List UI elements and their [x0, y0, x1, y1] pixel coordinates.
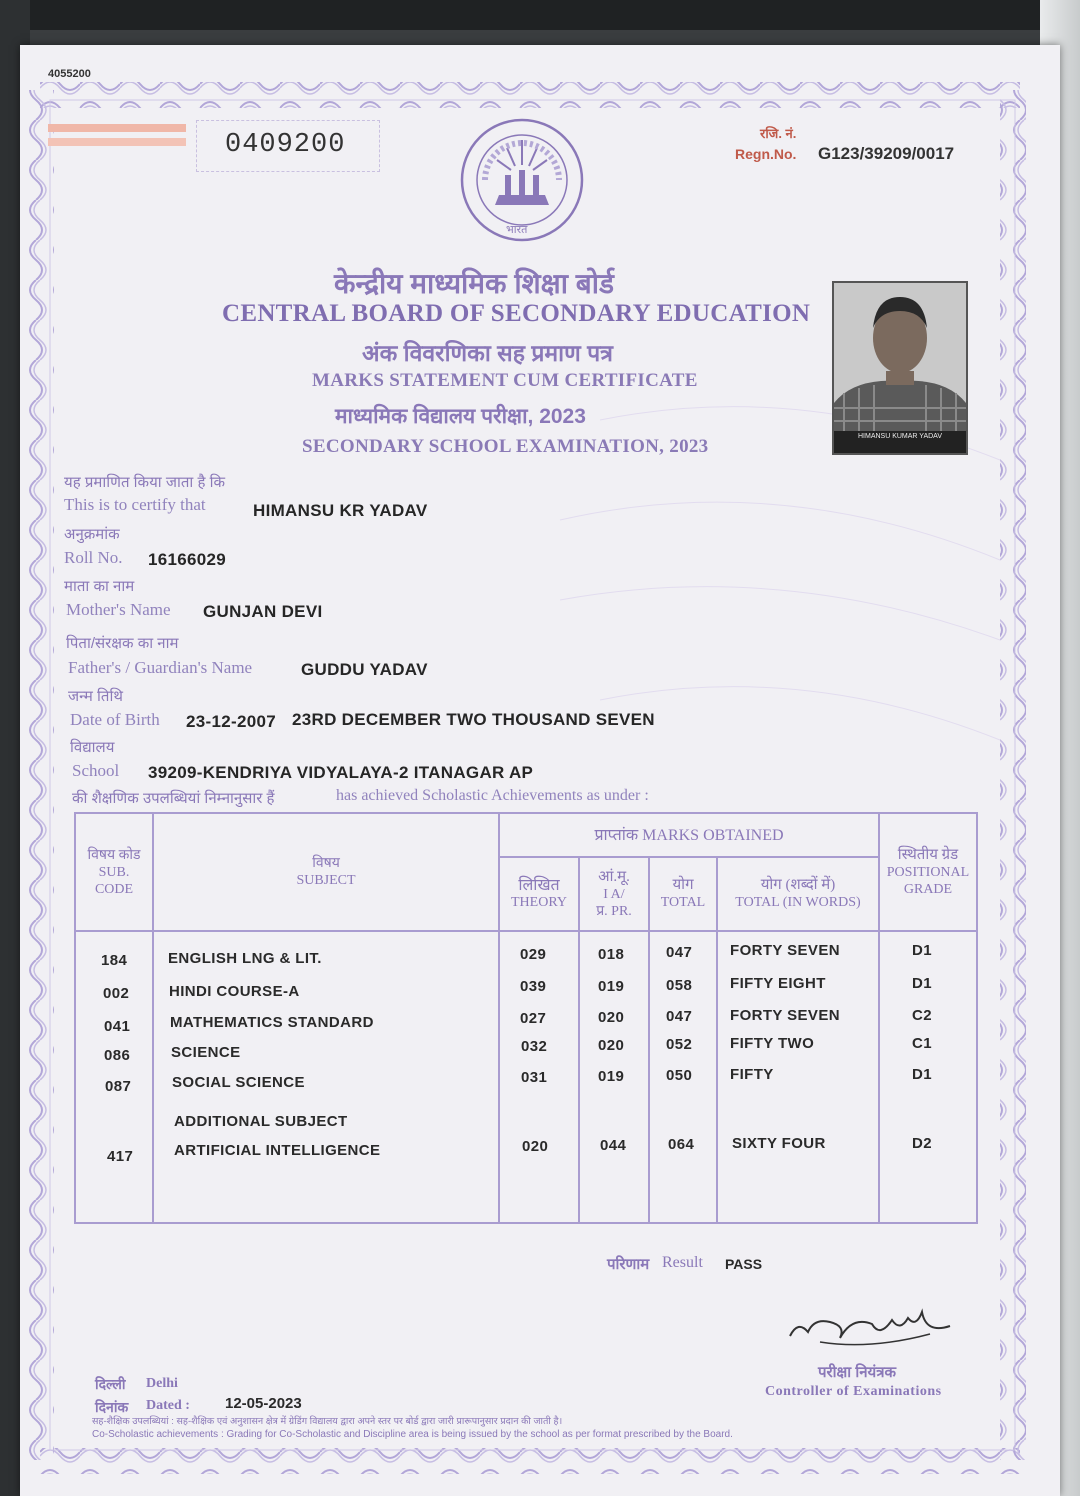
co-scholastic-note-hindi: सह-शैक्षिक उपलब्धियां : सह-शैक्षिक एवं अनुशासन क्षेत्र में ग्रेडिंग विद्यालय द्वारा अपने स्तर पर बोर्ड द्वारा जारी प्रारूपानुसार प्रदान की जाती है। — [92, 1416, 563, 1427]
total-english: TOTAL — [660, 895, 706, 910]
row-grade: C1 — [912, 1035, 932, 1052]
row-total: 058 — [666, 977, 693, 994]
row-words: SIXTY FOUR — [732, 1135, 826, 1152]
row-grade: C2 — [912, 1007, 932, 1024]
header-total-words — [717, 857, 879, 931]
achievements-label: has achieved Scholastic Achievements as under : — [336, 787, 649, 804]
school-label-hindi: विद्यालय — [70, 739, 115, 756]
row-subject: MATHEMATICS STANDARD — [170, 1014, 374, 1031]
board-title-hindi: केन्द्रीय माध्यमिक शिक्षा बोर्ड — [334, 268, 614, 299]
certify-label-hindi: यह प्रमाणित किया जाता है कि — [64, 474, 225, 491]
row-theory: 031 — [521, 1069, 548, 1086]
school-name: 39209-KENDRIYA VIDYALAYA-2 ITANAGAR AP — [148, 763, 534, 782]
date-label-hindi: दिनांक — [95, 1399, 129, 1415]
header-subject — [153, 813, 499, 931]
words-hindi: योग (शब्दों में) — [760, 877, 836, 893]
student-name: HIMANSU KR YADAV — [253, 501, 428, 520]
col-code — [75, 931, 153, 1223]
place-hindi: दिल्ली — [95, 1376, 126, 1392]
words-english: TOTAL (IN WORDS) — [735, 895, 861, 910]
row-total: 050 — [666, 1067, 693, 1084]
row-code: 417 — [107, 1148, 134, 1165]
achievements-label-hindi: की शैक्षणिक उपलब्धियां निम्नानुसार हैं — [72, 790, 275, 807]
father-name: GUDDU YADAV — [301, 660, 428, 679]
sub-code-hindi: विषय कोड — [87, 847, 141, 863]
sub-code-line1: SUB. — [98, 864, 130, 880]
row-ia: 019 — [598, 1068, 625, 1085]
row-subject: SOCIAL SCIENCE — [172, 1074, 305, 1091]
certify-label: This is to certify that — [64, 495, 206, 514]
exam-title-hindi: माध्यमिक विद्यालय परीक्षा, 2023 — [335, 405, 586, 428]
controller-title-hindi: परीक्षा नियंत्रक — [818, 1364, 897, 1381]
row-words: FORTY SEVEN — [730, 1007, 840, 1024]
subject-hindi: विषय — [312, 856, 340, 871]
row-ia: 018 — [598, 946, 625, 963]
photo-caption: HIMANSU KUMAR YADAV — [834, 431, 966, 453]
row-subject: HINDI COURSE-A — [169, 983, 300, 1000]
dob-words: 23RD DECEMBER TWO THOUSAND SEVEN — [292, 710, 655, 729]
row-words: FIFTY — [730, 1066, 774, 1083]
row-theory: 027 — [520, 1010, 547, 1027]
row-words: FIFTY TWO — [730, 1035, 815, 1052]
row-ia: 019 — [598, 978, 625, 995]
header-grade — [879, 813, 977, 931]
certificate-title: MARKS STATEMENT CUM CERTIFICATE — [312, 370, 698, 391]
cbse-emblem-icon — [455, 110, 590, 260]
header-theory — [499, 857, 579, 931]
row-subject: SCIENCE — [171, 1044, 241, 1061]
row-subject: ENGLISH LNG & LIT. — [168, 950, 322, 967]
row-subject: ARTIFICIAL INTELLIGENCE — [174, 1142, 381, 1159]
row-theory: 020 — [522, 1138, 549, 1155]
mother-label: Mother's Name — [66, 600, 171, 619]
total-hindi: योग — [672, 877, 694, 893]
grade-line1: POSITIONAL — [886, 864, 970, 880]
co-scholastic-note: Co-Scholastic achievements : Grading for Co-Scholastic and Discipline area is being issued by the school as per format prescribed by the Board. — [92, 1429, 733, 1440]
controller-title: Controller of Examinations — [765, 1384, 942, 1399]
row-code: 086 — [104, 1047, 131, 1064]
top-serial: 4055200 — [48, 68, 91, 80]
row-ia: 020 — [598, 1009, 625, 1026]
place: Delhi — [146, 1376, 178, 1391]
certificate-number: 0409200 — [225, 130, 346, 160]
grade-line2: GRADE — [903, 881, 953, 897]
ia-practical: प्र. PR. — [596, 903, 632, 919]
row-code: 002 — [103, 985, 130, 1002]
row-theory: 032 — [521, 1038, 548, 1055]
header-marks-obtained — [499, 813, 879, 857]
ia-english: I A/ — [603, 886, 625, 902]
date-label: Dated : — [146, 1398, 190, 1413]
row-grade: D1 — [912, 1066, 932, 1083]
header-sub-code — [75, 813, 153, 931]
header-ia — [579, 857, 649, 931]
dob-label: Date of Birth — [70, 710, 160, 729]
mother-label-hindi: माता का नाम — [64, 578, 135, 595]
board-title: CENTRAL BOARD OF SECONDARY EDUCATION — [222, 300, 811, 327]
row-ia: 020 — [598, 1037, 625, 1054]
row-words: FORTY SEVEN — [730, 942, 840, 959]
row-total: 064 — [668, 1136, 695, 1153]
dob-value: 23-12-2007 — [186, 712, 276, 731]
theory-hindi: लिखित — [518, 877, 560, 894]
marks-hindi: प्राप्तांक — [594, 826, 639, 844]
row-total: 052 — [666, 1036, 693, 1053]
row-code: 041 — [104, 1018, 131, 1035]
red-stamp — [44, 118, 190, 154]
row-total: 047 — [666, 1008, 693, 1025]
row-theory: 039 — [520, 978, 547, 995]
certificate-title-hindi: अंक विवरणिका सह प्रमाण पत्र — [362, 340, 613, 366]
student-photo — [832, 281, 968, 455]
ia-hindi: आं.मू. — [598, 868, 630, 885]
roll-number: 16166029 — [148, 550, 227, 569]
mother-name: GUNJAN DEVI — [203, 602, 323, 621]
roll-label: Roll No. — [64, 548, 123, 567]
result-label: Result — [662, 1254, 703, 1271]
row-code: 087 — [105, 1078, 132, 1095]
regn-number: G123/39209/0017 — [818, 144, 955, 163]
date-value: 12-05-2023 — [225, 1395, 302, 1412]
row-theory: 029 — [520, 946, 547, 963]
row-words: FIFTY EIGHT — [730, 975, 826, 992]
row-total: 047 — [666, 944, 693, 961]
regn-label: Regn.No. — [735, 146, 797, 162]
sub-code-line2: CODE — [94, 881, 134, 897]
emblem-caption: भारत — [506, 224, 528, 236]
row-grade: D1 — [912, 975, 932, 992]
additional-subject-heading: ADDITIONAL SUBJECT — [174, 1113, 348, 1130]
row-ia: 044 — [600, 1137, 627, 1154]
result-label-hindi: परिणाम — [607, 1256, 650, 1273]
row-grade: D2 — [912, 1135, 932, 1152]
row-grade: D1 — [912, 942, 932, 959]
grade-hindi: स्थितीय ग्रेड — [897, 846, 959, 863]
row-code: 184 — [101, 952, 128, 969]
school-label: School — [72, 761, 120, 780]
subject-english: SUBJECT — [296, 873, 356, 888]
regn-label-hindi: रजि. नं. — [760, 126, 797, 141]
father-label-hindi: पिता/संरक्षक का नाम — [66, 635, 179, 652]
controller-signature-icon — [780, 1298, 960, 1358]
roll-label-hindi: अनुक्रमांक — [64, 526, 120, 543]
header-total — [649, 857, 717, 931]
dob-label-hindi: जन्म तिथि — [68, 688, 123, 705]
marks-english: MARKS OBTAINED — [642, 826, 784, 844]
exam-title: SECONDARY SCHOOL EXAMINATION, 2023 — [302, 436, 709, 457]
theory-english: THEORY — [511, 895, 567, 910]
father-label: Father's / Guardian's Name — [68, 658, 253, 677]
result-value: PASS — [725, 1256, 763, 1272]
